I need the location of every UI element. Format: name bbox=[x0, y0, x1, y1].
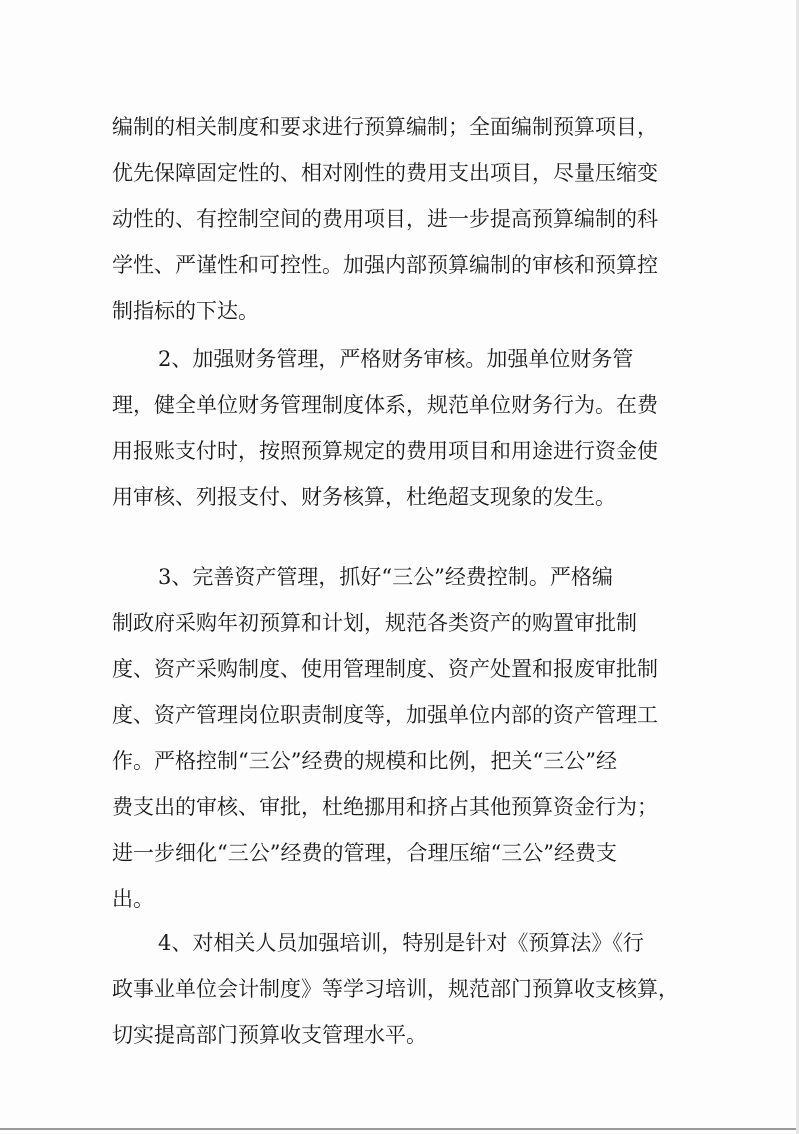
text-line: 政事业单位会计制度》等学习培训，规范部门预算收支核算， bbox=[112, 977, 679, 1001]
text-line: 3、完善资产管理，抓好“三公”经费控制。严格编 bbox=[158, 565, 613, 589]
text-line: 作。严格控制“三公”经费的规模和比例，把关“三公”经 bbox=[112, 749, 617, 773]
text-line: 出。 bbox=[112, 887, 154, 911]
text-line: 编制的相关制度和要求进行预算编制；全面编制预算项目， bbox=[112, 115, 658, 139]
text-line: 切实提高部门预算收支管理水平。 bbox=[112, 1023, 427, 1047]
text-line: 4、对相关人员加强培训，特别是针对《预算法》《行 bbox=[158, 931, 644, 955]
text-line: 度、资产采购制度、使用管理制度、资产处置和报废审批制 bbox=[112, 657, 658, 681]
text-line: 费支出的审核、审批，杜绝挪用和挤占其他预算资金行为； bbox=[112, 795, 658, 819]
text-line: 进一步细化“三公”经费的管理，合理压缩“三公”经费支 bbox=[112, 841, 617, 865]
page-bottom-edge bbox=[0, 1128, 799, 1130]
text-line: 理，健全单位财务管理制度体系，规范单位财务行为。在费 bbox=[112, 393, 658, 417]
text-line: 学性、严谨性和可控性。加强内部预算编制的审核和预算控 bbox=[112, 253, 658, 277]
text-line: 用报账支付时，按照预算规定的费用项目和用途进行资金使 bbox=[112, 439, 658, 463]
text-line: 动性的、有控制空间的费用项目，进一步提高预算编制的科 bbox=[112, 207, 658, 231]
text-line: 用审核、列报支付、财务核算，杜绝超支现象的发生。 bbox=[112, 485, 616, 509]
text-line: 2、加强财务管理，严格财务审核。加强单位财务管 bbox=[158, 347, 634, 371]
text-line: 优先保障固定性的、相对刚性的费用支出项目，尽量压缩变 bbox=[112, 161, 658, 185]
text-line: 制指标的下达。 bbox=[112, 299, 259, 323]
text-line: 制政府采购年初预算和计划，规范各类资产的购置审批制 bbox=[112, 611, 637, 635]
text-line: 度、资产管理岗位职责制度等，加强单位内部的资产管理工 bbox=[112, 703, 658, 727]
